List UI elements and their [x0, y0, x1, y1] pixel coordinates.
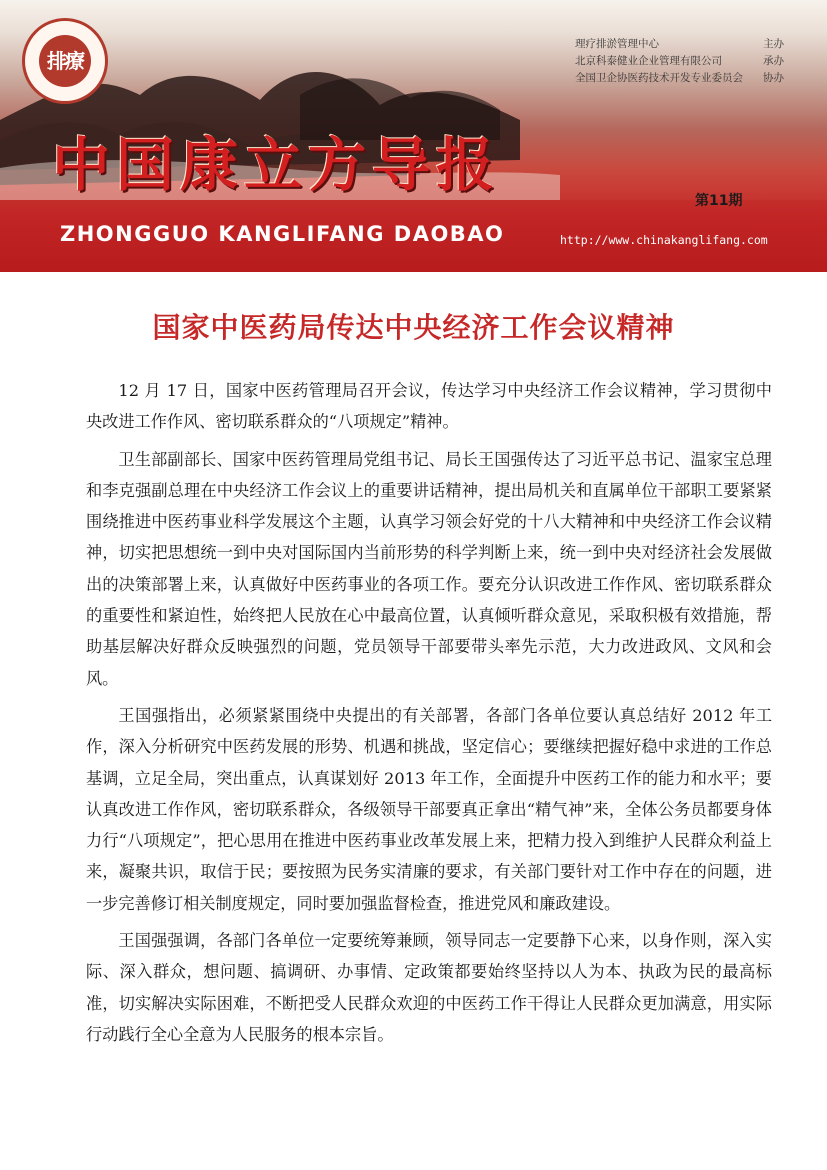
- emblem-seal: [22, 18, 108, 104]
- sponsor-role: 主办: [763, 38, 784, 50]
- sponsor-role: 协办: [763, 72, 784, 84]
- sponsor-role: 承办: [763, 55, 784, 67]
- sponsor-list: [575, 36, 803, 87]
- newspaper-title: 中国康立方导报: [52, 131, 501, 199]
- article-paragraph: 12 月 17 日，国家中医药管理局召开会议，传达学习中央经济工作会议精神，学习贯彻中央改进工作作风、密切联系群众的“八项规定”精神。: [86, 381, 772, 432]
- sponsor-org: 全国卫企协医药技术开发专业委员会: [575, 72, 743, 84]
- article-paragraph: 王国强强调，各部门各单位一定要统筹兼顾，领导同志一定要静下心来，以身作则，深入实际、深入群众，想问题、搞调研、办事情、定政策都要始终坚持以人为本、执政为民的最高标准，切实解决实际困难，不断把受人民群众欢迎的中医药工作干得让人民群众更加满意，用实际行动践行全心全意为人民服务的根本宗旨。: [86, 931, 772, 1044]
- sponsor-org: 北京科泰健业企业管理有限公司: [575, 55, 722, 67]
- article-paragraph: 卫生部副部长、国家中医药管理局党组书记、局长王国强传达了习近平总书记、温家宝总理和李克强副总理在中央经济工作会议上的重要讲话精神，提出局机关和直属单位干部职工要紧紧围绕推进中医药事业科学发展这个主题，认真学习领会好党的十八大精神和中央经济工作会议精神，切实把思想统一到中央对国际国内当前形势的科学判断上来，统一到中央对经济社会发展做出的决策部署上来，认真做好中医药事业的各项工作。要充分认识改进工作作风、密切联系群众的重要性和紧迫性，始终把人民放在心中最高位置，认真倾听群众意见，采取积极有效措施，帮助基层解决好群众反映强烈的问题，党员领导干部要带头率先示范，大力改进政风、文风和会风。: [86, 449, 772, 688]
- sponsor-org: 理疗排淤管理中心: [575, 38, 659, 50]
- issue-number: 第11期: [695, 193, 743, 209]
- emblem-seal-text: 排療: [39, 35, 91, 87]
- masthead: [0, 0, 827, 272]
- article-paragraph: 王国强指出，必须紧紧围绕中央提出的有关部署，各部门各单位要认真总结好 2012 年工作，深入分析研究中医药发展的形势、机遇和挑战，坚定信心；要继续把握好稳中求进的工作总基调，立足全局，突出重点，认真谋划好 2013 年工作，全面提升中医药工作的能力和水平；要认真改进工作作风，密切联系群众，各级领导干部要真正拿出“精气神”来，全体公务员都要身体力行“八项规定”，把心思用在推进中医药事业改革发展上来，把精力投入到维护人民群众利益上来，凝聚共识，取信于民；要按照为民务实清廉的要求，有关部门要针对工作中存在的问题，进一步完善修订相关制度规定，同时要加强监督检查，推进党风和廉政建设。: [86, 705, 772, 913]
- article-body: [86, 375, 772, 1056]
- sponsor-row: [575, 36, 803, 53]
- sponsor-row: [575, 70, 803, 87]
- newspaper-title-pinyin: ZHONGGUO KANGLIFANG DAOBAO: [60, 222, 505, 246]
- article-headline: 国家中医药局传达中央经济工作会议精神: [152, 311, 675, 344]
- website-url[interactable]: http://www.chinakanglifang.com: [560, 233, 768, 247]
- sponsor-row: [575, 53, 803, 70]
